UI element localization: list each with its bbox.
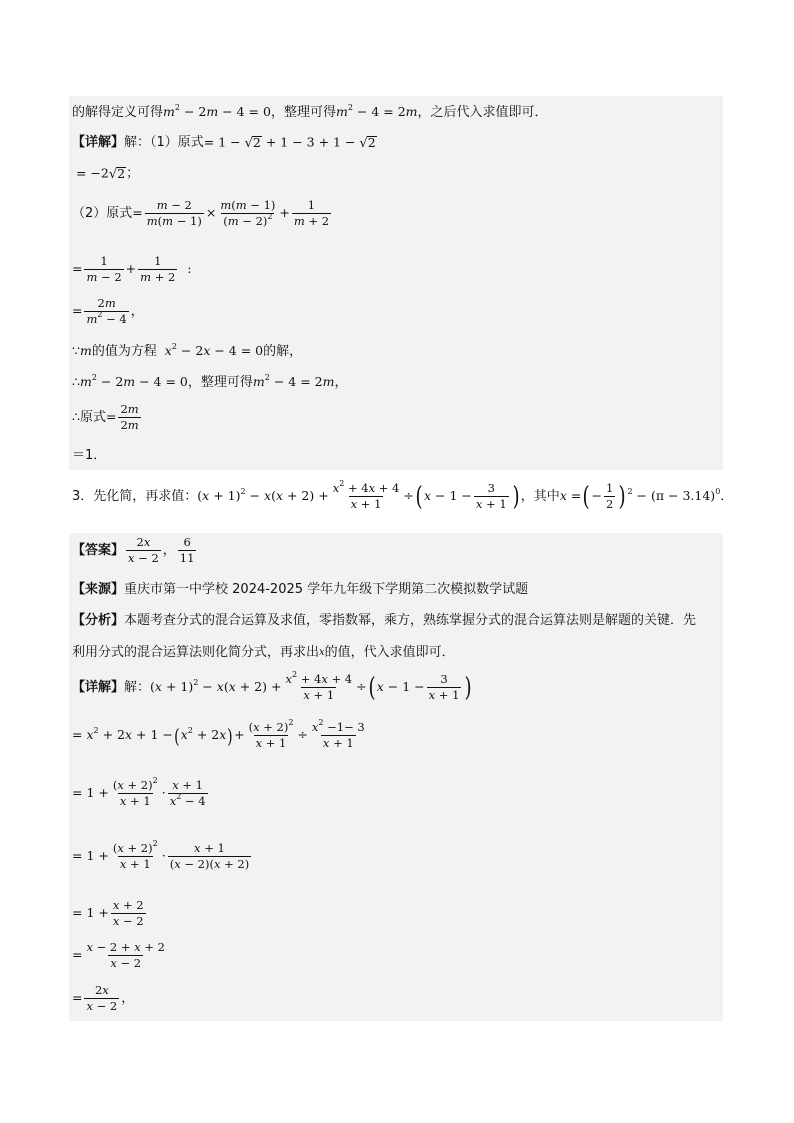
- detail3-step-3: = 1 + $\frac{(x + 2)^2}{x + 1}$ · $\frac{x + 1}{(x - 2)(x + 2)}$: [72, 839, 250, 871]
- detail3-step-6: = $\frac{2x}{x - 2}$ ，: [72, 983, 135, 1013]
- detail-step-2: （2）原式 = $\frac{m - 2}{m(m - 1)}$ × $\frac{m(m - 1)}{(m - 2)^2}$ + $\frac{1}{m + 2}$: [72, 198, 330, 228]
- analysis-label: 【分析】: [72, 613, 125, 628]
- detail-label: 【详解】: [72, 135, 125, 151]
- analysis-text: 的解得定义可得: [72, 105, 164, 120]
- detail3-step-1: = $x^2 + 2x + 1$ − ( $x^2 + 2x$ ) + $\frac{(x + 2)^2}{x + 1}$ ÷ $\frac{x^2 -1- 3}{x + 1}$: [72, 718, 365, 750]
- detail-step-1: 【详解】 解：（1）原式 = 1 − √ 2 + 1 − 3 + 1 − √ 2: [72, 134, 376, 151]
- detail3-step-5: = $\frac{x - 2 + x + 2}{x - 2}$: [72, 940, 165, 970]
- answer-label: 【答案】: [72, 543, 125, 558]
- question-3-number: 3．先化简，再求值：: [72, 489, 198, 504]
- detail-step-3: = $\frac{1}{m - 2}$ + $\frac{1}{m + 2}$ :: [72, 254, 192, 284]
- detail-step-7: ∴ 原式 = $\frac{2m}{2m}$: [72, 402, 139, 432]
- analysis-line-2: 利用分式的混合运算法则化简分式，再求出 x 的值，代入求值即可．: [72, 645, 455, 660]
- detail-step-6: $\therefore m^2 - 2m - 4 = 0$ ，整理可得 $m^2 - 4 = 2m$ ，: [72, 373, 348, 390]
- answer-line: 【答案】 $\frac{2x}{x - 2}$ ， $\frac{6}{11}$: [72, 535, 195, 565]
- source-label: 【来源】: [72, 582, 125, 597]
- source-line: [72, 583, 528, 596]
- detail-step-4: = $\frac{2m}{m^2 - 4}$ ，: [72, 296, 144, 326]
- analysis-continuation: 的解得定义可得 $m^2 - 2m - 4 = 0$ ，整理可得 $m^2 - 4 = 2m$ ，之后代入求值即可．: [72, 103, 548, 120]
- detail3-step-4: = 1 + $\frac{x + 2}{x - 2}$: [72, 898, 144, 928]
- detail3-step-0: 【详解】 解： $(x + 1)^2 - x(x + 2)$ + $\frac{x^2 + 4x + 4}{x + 1}$ ÷ ( x − 1 − $\frac{3}{x + 1}$ ): [72, 670, 473, 703]
- detail3-step-2: = 1 + $\frac{(x + 2)^2}{x + 1}$ · $\frac{x + 1}{x^2 - 4}$: [72, 776, 206, 808]
- question-3: 3．先化简，再求值： $(x + 1)^2 - x(x + 2)$ + $\frac{x^2 + 4x + 4}{x + 1}$ ÷ ( x − 1 − $\frac{3}{x + 1}$ ) ，其中 x = ( − $\frac{1}{2}$ ) $^2 - (\pi - 3.14)^0$ ．: [72, 479, 734, 512]
- detail-step-1-result: = −2 √ 2 ；: [72, 165, 140, 182]
- source-text: 重庆市第一中学校 2024-2025 学年九年级下学期第二次模拟数学试题: [124, 582, 529, 597]
- detail3-label: 【详解】: [72, 680, 125, 695]
- detail-step-8: ＝1．: [72, 448, 107, 463]
- detail-step-5: ∵m 的值为方程 $x^2 - 2x - 4 = 0$ 的解，: [72, 342, 303, 359]
- analysis-line-1: 【分析】 本题考查分式的混合运算及求值，零指数幂，乘方，熟练掌握分式的混合运算法则是解题的关键．先: [72, 613, 697, 628]
